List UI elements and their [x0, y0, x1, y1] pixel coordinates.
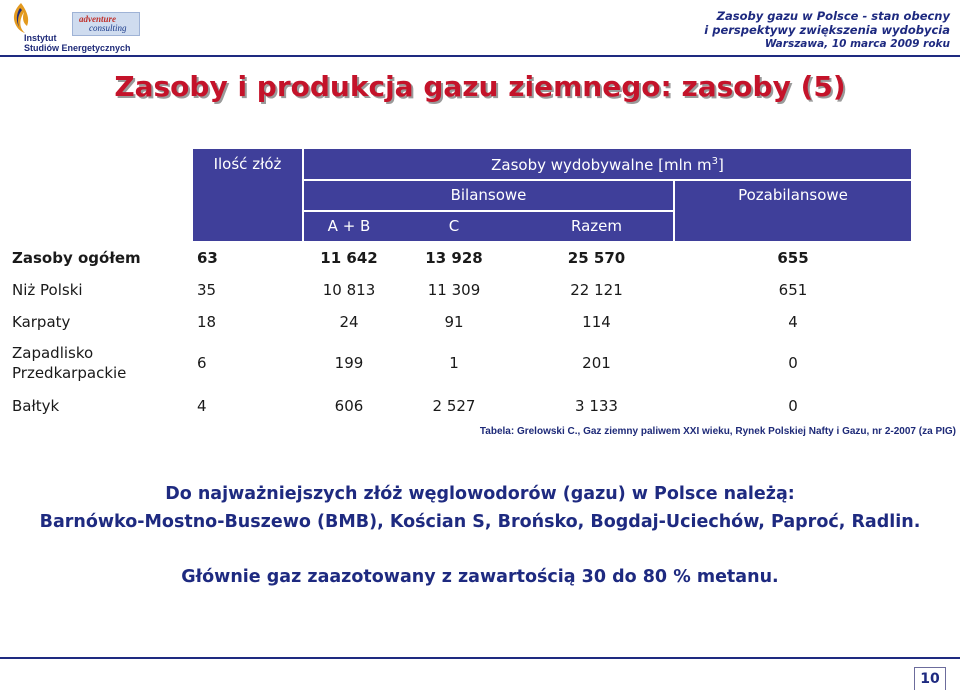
- cell-count: 4: [197, 397, 207, 415]
- table-caption: Tabela: Grelowski C., Gaz ziemny paliwem XXI wieku, Rynek Polskiej Nafty i Gazu, nr 2-2007 (za PIG): [479, 426, 956, 437]
- row-label: Zasoby ogółem: [12, 249, 141, 267]
- deposits-intro-text: Do najważniejszych złóż węglowodorów (gazu) w Polsce należą:: [165, 484, 795, 504]
- cell-c: 91: [444, 313, 464, 331]
- deposits-list-text: Barnówko-Mostno-Buszewo (BMB), Kościan S, Brońsko, Bogdaj-Uciechów, Paproć, Radlin.: [39, 512, 921, 532]
- cell-offbalance: 0: [788, 354, 798, 372]
- logo2-text-adventure: adventure: [79, 14, 116, 24]
- header-separator: [304, 179, 911, 181]
- row-label: Bałtyk: [12, 397, 60, 415]
- reserves-header-text: Zasoby wydobywalne [mln m: [491, 156, 712, 174]
- row-label: Niż Polski: [12, 281, 83, 299]
- cell-ab: 606: [334, 397, 364, 415]
- cell-c: 11 309: [427, 281, 481, 299]
- header-date: Warszawa, 10 marca 2009 roku: [764, 38, 950, 50]
- cell-offbalance: 655: [777, 249, 809, 267]
- column-header-balance: Bilansowe: [450, 186, 527, 204]
- row-label-line2: Przedkarpackie: [12, 364, 127, 382]
- cell-c: 2 527: [432, 397, 476, 415]
- cell-count: 18: [197, 313, 217, 331]
- row-label: Karpaty: [12, 313, 71, 331]
- cell-total: 25 570: [567, 249, 626, 267]
- column-header-offbalance: Pozabilansowe: [738, 186, 848, 204]
- slide-title: Zasoby i produkcja gazu ziemnego: zasoby (5): [114, 70, 846, 103]
- row-label-line1: Zapadlisko: [12, 344, 94, 362]
- gas-composition-text: Głównie gaz zaazotowany z zawartością 30 do 80 % metanu.: [181, 567, 779, 587]
- reserves-header-sup: 3: [711, 156, 719, 167]
- cell-total: 201: [582, 354, 611, 372]
- cell-c: 1: [449, 354, 459, 372]
- column-header-c: C: [448, 217, 460, 235]
- cell-ab: 199: [334, 354, 364, 372]
- cell-ab: 24: [339, 313, 359, 331]
- column-header-total: Razem: [571, 217, 622, 235]
- cell-offbalance: 0: [788, 397, 798, 415]
- column-header-reserves: [304, 157, 911, 173]
- flame-logo-icon: [10, 2, 32, 34]
- header-separator: [304, 210, 673, 212]
- header-title-line1: Zasoby gazu w Polsce - stan obecny: [716, 9, 950, 23]
- cell-offbalance: 651: [778, 281, 808, 299]
- cell-count: 63: [197, 249, 218, 267]
- cell-ab: 10 813: [322, 281, 376, 299]
- logo-text-institute: Instytut: [24, 33, 57, 43]
- logo-text-studies: Studiów Energetycznych: [24, 43, 131, 53]
- reserves-header-suffix: ]: [718, 156, 724, 174]
- footer-divider: [0, 657, 960, 659]
- column-header-count: Ilość złóż: [213, 155, 282, 173]
- presentation-header: [704, 9, 950, 51]
- cell-count: 6: [197, 354, 207, 372]
- header-divider: [0, 55, 960, 57]
- cell-offbalance: 4: [788, 313, 798, 331]
- cell-count: 35: [197, 281, 217, 299]
- cell-ab: 11 642: [320, 249, 378, 267]
- header-title-line2: i perspektywy zwiększenia wydobycia: [704, 23, 950, 37]
- page-number: 10: [914, 667, 946, 690]
- adventure-consulting-logo: [72, 12, 140, 36]
- logo2-text-consulting: consulting: [89, 23, 127, 33]
- cell-total: 22 121: [570, 281, 623, 299]
- cell-total: 3 133: [575, 397, 618, 415]
- cell-c: 13 928: [425, 249, 483, 267]
- cell-total: 114: [582, 313, 611, 331]
- column-header-ab: A + B: [327, 217, 371, 235]
